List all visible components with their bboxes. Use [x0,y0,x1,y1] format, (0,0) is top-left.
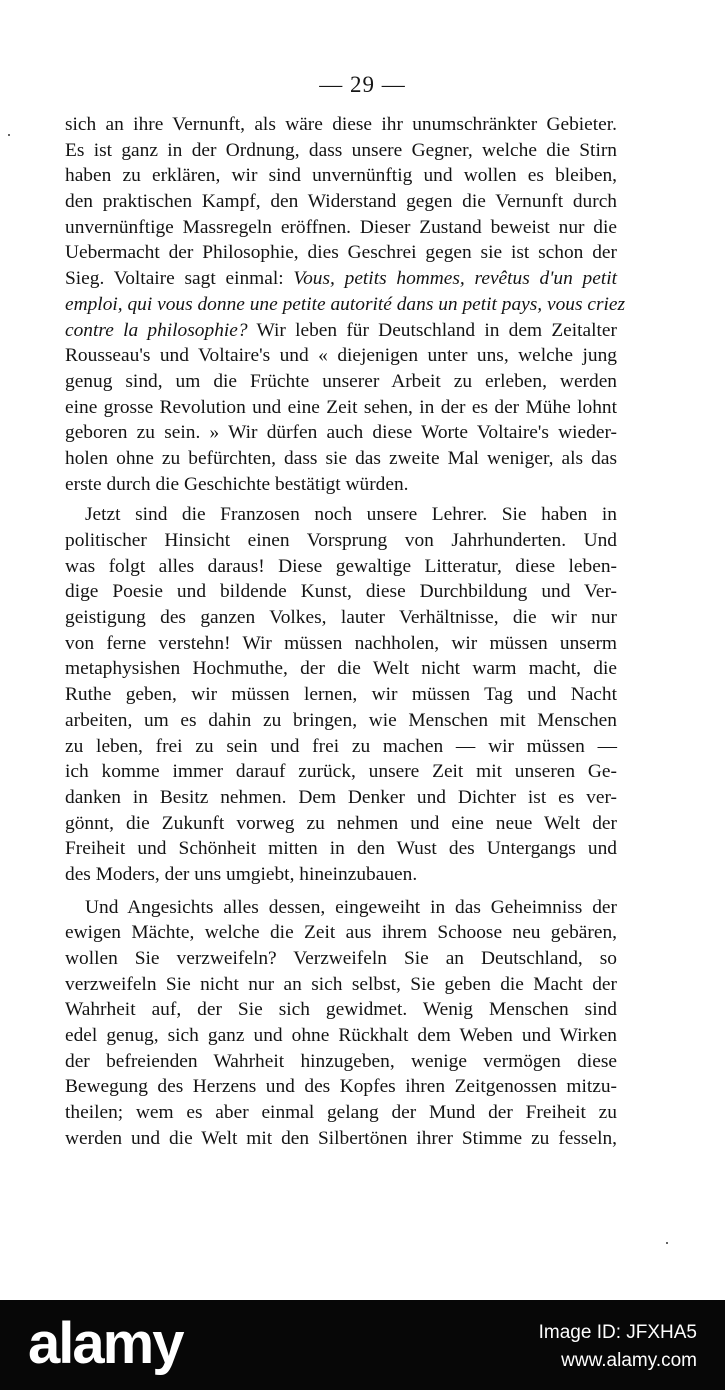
page-number: — 29 — [319,72,406,97]
text-line: danken in Besitz nehmen. Dem Denker und Dichter ist es ver- [65,786,617,808]
paper-speck [8,134,10,136]
text-line-start: Sieg. Voltaire sagt einmal: Vous, petits hommes, revêtus d'un petit [65,268,617,290]
text-line: sich an ihre Vernunft, als wäre diese ihr unumschränkter Gebieter. [65,114,617,135]
text-line [65,266,617,292]
text-line: des Moders, der uns umgiebt, hineinzubauen. [65,863,418,885]
text-line: dige Poesie und bildende Kunst, diese Durchbildung und Ver- [65,581,617,603]
text-line: werden und die Welt mit den Silbertönen ihrer Stimme zu fesseln, [65,1127,617,1149]
text-line: metaphysishen Hochmuthe, der die Welt nicht warm macht, die [65,658,617,680]
text-line: von ferne verstehn! Wir müssen nachholen, wir müssen unserm [65,632,617,654]
text-line: theilen; wem es aber einmal gelang der Mund der Freiheit zu [65,1102,617,1124]
text-line: Ruthe geben, wir müssen lernen, wir müssen Tag und Nacht [65,684,617,706]
text-line-italic: emploi, qui vous donne une petite autorité dans un petit pays, vous criez [65,293,626,315]
text-line: was folgt alles daraus! Diese gewaltige Litteratur, diese leben- [65,555,617,577]
text-line: Wahrheit auf, der Sie sich gewidmet. Wenig Menschen sind [65,999,617,1021]
text-line: unvernünftige Massregeln eröffnen. Dieser Zustand beweist nur die [65,216,617,238]
text-line: verzweifeln Sie nicht nur an sich selbst, Sie geben die Macht der [65,973,617,995]
text-line: contre la philosophie? Wir leben für Deutschland in dem Zeitalter [65,319,617,341]
text-line: eine grosse Revolution und eine Zeit sehen, in der es der Mühe lohnt [65,396,617,418]
text-line: holen ohne zu befürchten, dass sie das zweite Mal weniger, als das [65,447,617,469]
text-line: politischer Hinsicht einen Vorsprung von Jahrhunderten. Und [65,530,617,551]
text-line: wollen Sie verzweifeln? Verzweifeln Sie an Deutschland, so [65,948,617,969]
body-text [65,112,626,1152]
text-line: ewigen Mächte, welche die Zeit aus ihrem Schoose neu gebären, [65,922,617,944]
text-line: Freiheit und Schönheit mitten in den Wust des Untergangs und [65,838,617,860]
text-line: Und Angesichts alles dessen, eingeweiht in das Geheimniss der [85,896,617,918]
text-line: Es ist ganz in der Ordnung, dass unsere Gegner, welche die Stirn [65,139,617,161]
text-line: geboren zu sein. » Wir dürfen auch diese Worte Voltaire's wieder- [65,422,617,444]
paragraph-1 [65,112,626,497]
text-line: zu leben, frei zu sein und frei zu machen — wir müssen — [65,735,617,757]
text-line: gönnt, die Zukunft vorweg zu nehmen und eine neue Welt der [65,812,617,834]
text-line: genug sind, um die Früchte unserer Arbeit zu erleben, werden [65,370,617,392]
image-id-label: Image ID: JFXHA5 [538,1322,697,1343]
text-line: Rousseau's und Voltaire's und « diejenigen unter uns, welche jung [65,345,617,367]
paper-speck [666,1242,668,1244]
text-line: haben zu erklären, wir sind unvernünftig und wollen es bleiben, [65,165,617,187]
paragraph-2 [65,502,617,887]
text-line: den praktischen Kampf, den Widerstand gegen die Vernunft durch [65,191,617,213]
watermark-url: www.alamy.com [561,1350,697,1371]
text-line: der befreienden Wahrheit hinzugeben, wenige vermögen diese [65,1050,617,1072]
text-line: Uebermacht der Philosophie, dies Geschrei gegen sie ist schon der [65,242,617,264]
text-line: Bewegung des Herzens und des Kopfes ihren Zeitgenossen mitzu- [65,1076,617,1098]
alamy-logo: alamy [28,1311,183,1376]
text-line: edel genug, sich ganz und ohne Rückhalt dem Weben und Wirken [65,1025,617,1047]
text-line: Jetzt sind die Franzosen noch unsere Lehrer. Sie haben in [85,504,617,526]
watermark-banner [0,1300,725,1390]
text-line: ich komme immer darauf zurück, unsere Zeit mit unseren Ge- [65,761,617,783]
text-line: geistigung des ganzen Volkes, lauter Verhältnisse, die wir nur [65,607,617,629]
paragraph-3 [65,895,617,1152]
text-line: erste durch die Geschichte bestätigt würden. [65,473,409,495]
text-line: arbeiten, um es dahin zu bringen, wie Menschen mit Menschen [65,709,617,731]
